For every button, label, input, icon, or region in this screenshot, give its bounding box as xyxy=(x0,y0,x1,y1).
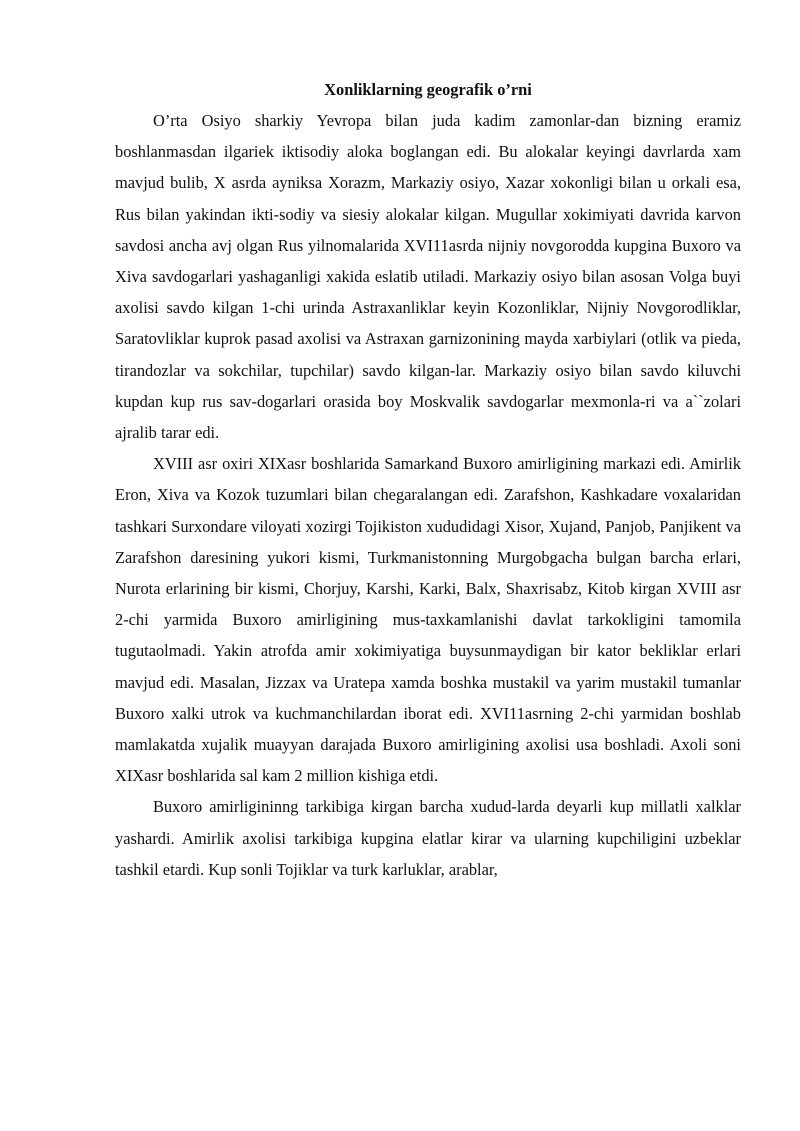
document-title: Xonliklarning geografik o’rni xyxy=(324,80,532,99)
document-page xyxy=(115,74,741,885)
paragraph-3: Buxoro amirligininng tarkibiga kirgan barcha xudud-larda deyarli kup millatli xalklar yashardi. Amirlik axolisi tarkibiga kupgina elatlar kirar va ularning kupchiligini uzbeklar tashkil etardi. Kup sonli Tojiklar va turk karluklar, arablar, xyxy=(115,797,741,879)
paragraph-2: XVIII asr oxiri XIXasr boshlarida Samarkand Buxoro amirligining markazi edi. Amirlik Eron, Xiva va Kozok tuzumlari bilan chegaralangan edi. Zarafshon, Kashkadare voxalaridan tashkari Surxondare viloyati xozirgi Tojikiston xududidagi Xisor, Xujand, Panjob, Panjikent va Zarafshon daresining yukori kismi, Turkmanistonning Murgobgacha bulgan barcha erlari, Nurota erlarining bir kismi, Chorjuy, Karshi, Karki, Balx, Shaxrisabz, Kitob kirgan XVIII asr 2-chi yarmida Buxoro amirligining mus-taxkamlanishi davlat tarkokligini tamomila tugutaolmadi. Yakin atrofda amir xokimiyatiga buysunmaydigan bir kator bekliklar erlari mavjud edi. Masalan, Jizzax va Uratepa xamda boshka mustakil va yarim mustakil tumanlar Buxoro xalki utrok va kuchmanchilardan iborat edi. XVI11asrning 2-chi yarmidan boshlab mamlakatda xujalik muayyan darajada Buxoro amirligining axolisi usa boshladi. Axoli soni XIXasr boshlarida sal kam 2 million kishiga etdi. xyxy=(115,454,741,786)
paragraph-1: O’rta Osiyo sharkiy Yevropa bilan juda kadim zamonlar-dan bizning eramiz boshlanmasdan ilgariek iktisodiy aloka boglangan edi. Bu alokalar keyingi davrlarda xam mavjud bulib, X asrda ayniksa Xorazm, Markaziy osiyo, Xazar xokonligi bilan u orkali esa, Rus bilan yakindan ikti-sodiy va siesiy alokalar kilgan. Mugullar xokimiyati davrida karvon savdosi ancha avj olgan Rus yilnomalarida XVI11asrda nijniy novgorodda kupgina Buxoro va Xiva savdogarlari yashaganligi xakida eslatib utiladi. Markaziy osiyo bilan asosan Volga buyi axolisi savdo kilgan 1-chi urinda Astraxanliklar keyin Kozonliklar, Nijniy Novgorodliklar, Saratovliklar kuprok pasad axolisi va Astraxan garnizonining mayda xarbiylari (otlik va pieda, tirandozlar va sokchilar, tupchilar) savdo kilgan-lar. Markaziy osiyo bilan savdo kiluvchi kupdan kup rus sav-dogarlari orasida boy Moskvalik savdogarlar mexmonla-ri va a``zolari ajralib tarar edi. xyxy=(115,111,741,443)
